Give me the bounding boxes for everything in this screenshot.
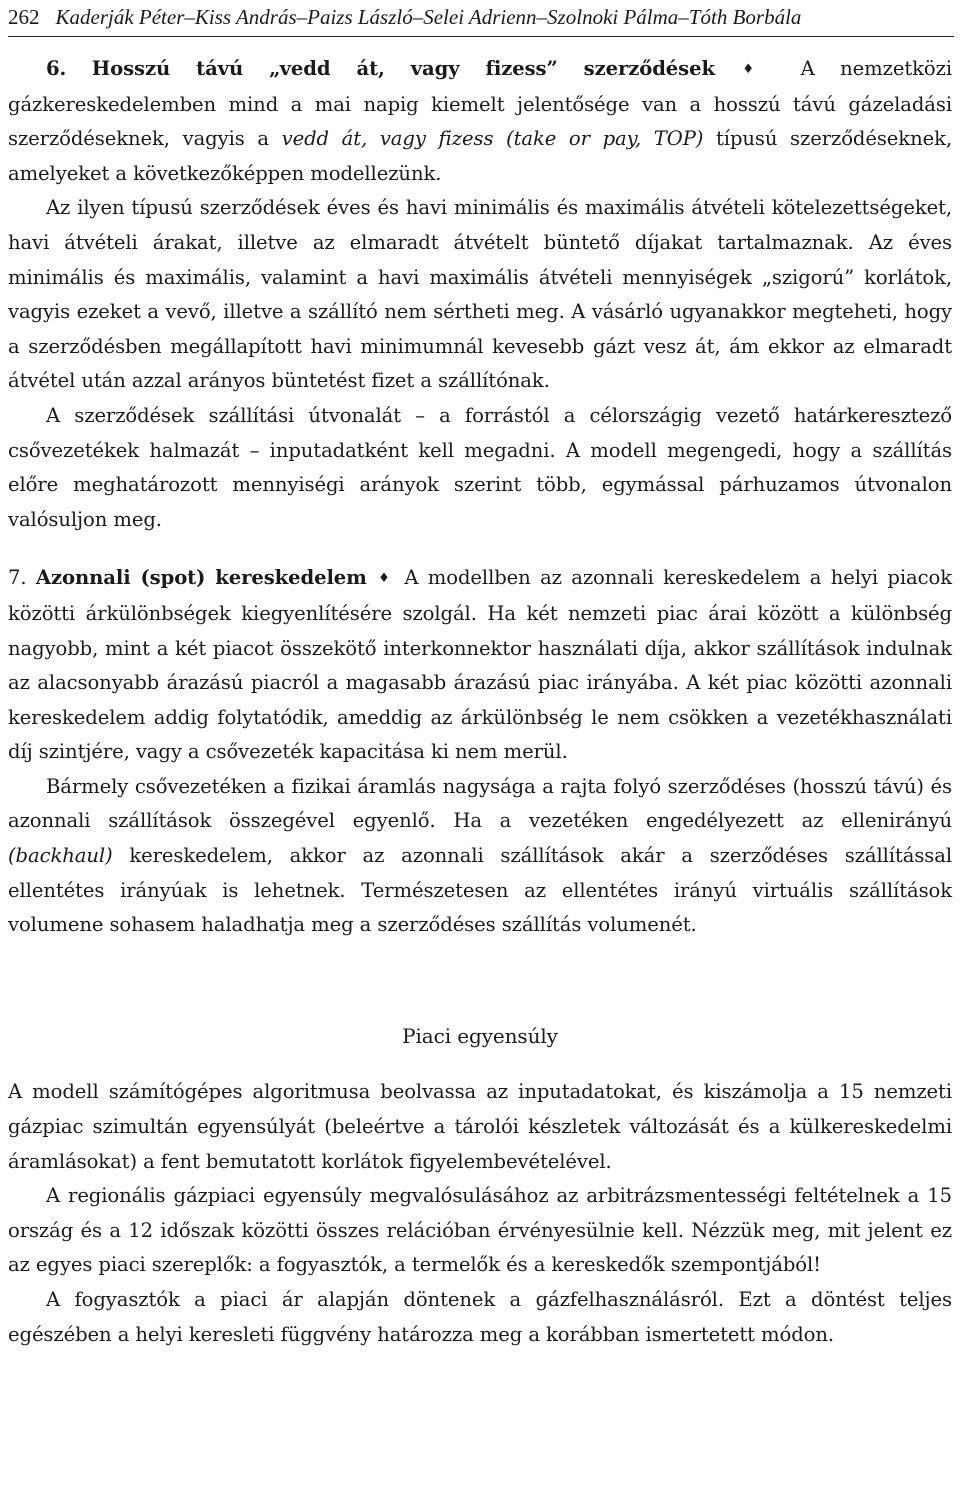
section-6-text-a: A nemzetközi gázkereskedelemben mind a mai napig kiemelt jelentősége van a hosszú távú gázeladási szerződéseknek, vagyis a xyxy=(8,57,952,151)
bullet-icon: ♦ xyxy=(378,571,393,587)
section-7-p2-text-b: kereskedelem, akkor az azonnali szállítások akár a szerződéses szállítással ellentétes irányúak is lehetnek. Természetesen az ellentétes irányú virtuális szállítások volumene sohasem haladhatja meg a szerződéses szállítás volumenét. xyxy=(8,844,952,937)
equilibrium-paragraph-2: A regionális gázpiaci egyensúly megvalósulásához az arbitrázsmentességi feltételnek a 15 ország és a 12 időszak közötti összes relációban érvényesülnie kell. Nézzük meg, mit jelent ez az egyes piaci szereplők: a fogyasztók, a termelők és a kereskedők szempontjából! xyxy=(8,1184,952,1277)
section-6-paragraph-3: A szerződések szállítási útvonalát – a forrástól a célországig vezető határkeresztező csővezetékek halmazát – inputadatként kell megadni. A modell megengedi, hogy a szállítás előre meghatározott mennyiségi arányok szerint több, egymással párhuzamos útvonalon valósuljon meg. xyxy=(8,403,952,531)
running-header-authors: Kaderják Péter–Kiss András–Paizs László–Selei Adrienn–Szolnoki Pálma–Tóth Borbála xyxy=(55,5,802,29)
section-7-paragraph-1 xyxy=(8,561,952,770)
section-6-paragraph-2: Az ilyen típusú szerződések éves és havi minimális és maximális átvételi kötelezettségeket, havi átvételi árakat, illetve az elmaradt átvételt büntető díjakat tartalmaznak. Az éves minimális és maximális, valamint a havi maximális átvételi mennyiségek „szigorú” korlátok, vagyis ezeket a vevő, illetve a szállító nem sértheti meg. A vásárló ugyanakkor megteheti, hogy a szerződésben megállapított havi minimumnál kevesebb gázt vesz át, ám ekkor az elmaradt átvétel után azzal arányos büntetést fizet a szállítónak. xyxy=(8,196,952,393)
section-6-paragraph-1 xyxy=(8,52,952,191)
section-7-p2-text-a: Bármely csővezetéken a fizikai áramlás nagysága a rajta folyó szerződéses (hosszú távú) és azonnali szállítások összegével egyenlő. Ha a vezetéken engedélyezett az ellenirányú xyxy=(8,774,952,833)
section-6-number: 6. xyxy=(46,57,67,80)
running-header xyxy=(8,4,954,37)
bullet-icon: ♦ xyxy=(742,62,774,77)
section-7-number: 7. xyxy=(8,566,27,590)
equilibrium-paragraph-1: A modell számítógépes algoritmusa beolvassa az inputadatokat, és kiszámolja a 15 nemzeti gázpiac szimultán egyensúlyát (beleértve a tárolói készletek változását és a külkereskedelmi áramlásokat) a fent bemutatott korlátok figyelembevételével. xyxy=(8,1080,952,1173)
page-body xyxy=(8,52,952,1352)
section-6-title: Hosszú távú „vedd át, vagy fizess” szerződések xyxy=(91,57,715,80)
section-heading: Piaci egyensúly xyxy=(402,1023,558,1048)
equilibrium-paragraph-3: A fogyasztók a piaci ár alapján döntenek a gázfelhasználásról. Ezt a döntést teljes egészében a helyi keresleti függvény határozza meg a korábban ismertetett módon. xyxy=(8,1288,952,1346)
section-7-title: Azonnali (spot) kereskedelem xyxy=(35,566,367,590)
page-number: 262 xyxy=(8,5,40,29)
section-6-text-b: típusú szerződéseknek, amelyeket a következőképpen modellezünk. xyxy=(8,127,952,185)
section-7-text: A modellben az azonnali kereskedelem a helyi piacok közötti árkülönbségek kiegyenlítésére szolgál. Ha két nemzeti piac árai között a különbség nagyobb, mint a két piacot összekötő interkonnektor használati díja, akkor szállítások indulnak az alacsonyabb árazású piacról a magasabb árazású piac irányába. A két piac közötti azonnali kereskedelem addig folytatódik, ameddig az árkülönbség le nem csökken a vezetékhasználati díj szintjére, vagy a csővezeték kapacitása ki nem merül. xyxy=(8,566,952,764)
section-7-paragraph-2 xyxy=(8,770,952,943)
section-7-italic-term: (backhaul) xyxy=(8,844,113,868)
section-6-italic-term: vedd át, vagy fizess (take or pay, TOP) xyxy=(281,127,704,151)
